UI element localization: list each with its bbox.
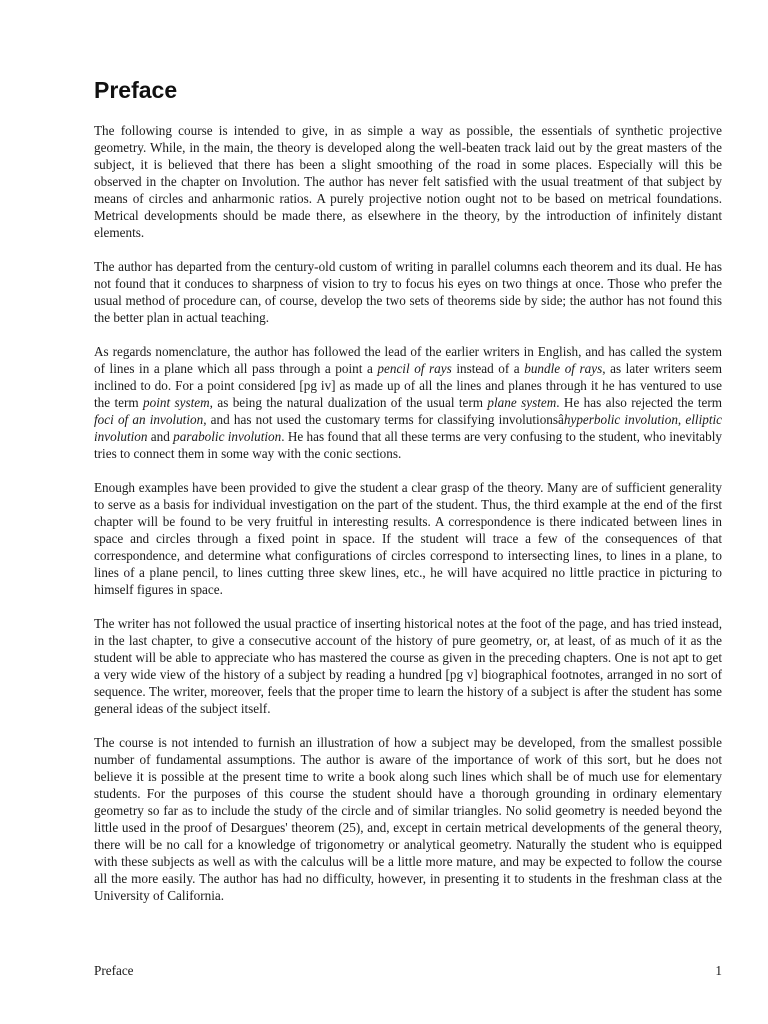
paragraph [94,343,722,462]
page-title: Preface [94,77,178,103]
page-footer [94,962,722,980]
italic-term: plane system [487,395,557,410]
text-run: , [677,412,686,427]
italic-term: bundle of rays [524,361,603,376]
footer-section-label: Preface [94,963,134,978]
text-run: . He has also rejected the term [556,395,722,410]
footer-page-number: 1 [715,963,722,978]
paragraph [94,734,722,904]
text-run: instead of a [451,361,525,376]
text-run: Enough examples have been provided to give the student a clear grasp of the theory. Many are of sufficient generality to serve as a basis for individual investigation on the part of the student. Thus, the third example at the end of the first chapter will be found to be very fruitful in interesting results. A correspondence is there indicated between lines in space and circles through a fixed point in space. If the student will trace a few of the consequences of that correspondence, and determine what configurations of circles correspond to intersecting lines, to lines in a plane, to lines of a plane pencil, to lines cutting three skew lines, etc., he will have acquired no little practice in picturing to himself figures in space. [94,480,722,597]
italic-term: foci of an involution [94,412,204,427]
italic-term: elliptic involution [94,412,723,444]
text-run: The author has departed from the century-old custom of writing in parallel columns each theorem and its dual. He has not found that it conduces to sharpness of vision to try to focus his eyes on two things at once. Those who prefer the usual method of procedure can, of course, develop the two sets of theorems side by side; the author has not found this the better plan in actual teaching. [94,259,722,325]
italic-term: hyperbolic involution [563,412,678,427]
text-run: , as being the natural dualization of the usual term [209,395,488,410]
italic-term: parabolic involution [173,429,282,444]
text-run: and [147,429,174,444]
paragraph [94,479,722,598]
text-run: The course is not intended to furnish an illustration of how a subject may be developed, from the smallest possible number of fundamental assumptions. The author is aware of the importance of work of this sort, but he does not believe it is possible at the present time to write a book along such lines which shall be of much use for elementary students. For the purposes of this course the student should have a thorough grounding in ordinary elementary geometry so far as to include the study of the circle and of similar triangles. No solid geometry is needed beyond the little used in the proof of Desargues' theorem (25), and, except in certain metrical developments of the general theory, there will be no call for a knowledge of trigonometry or analytical geometry. Naturally the student who is equipped with these subjects as well as with the calculus will be a little more mature, and may be expected to follow the course all the more easily. The author has had no difficulty, however, in presenting it to students in the freshman class at the University of California. [94,735,722,903]
body-text [94,122,722,921]
italic-term: pencil of rays [377,361,452,376]
text-run: , and has not used the customary terms for classifying involutionsâ [203,412,564,427]
italic-term: point system [143,395,210,410]
text-run: The writer has not followed the usual practice of inserting historical notes at the foot of the page, and has tried instead, in the last chapter, to give a consecutive account of the history of pure geometry, or, at least, of as much of it as the student will be able to appreciate who has mastered the course as given in the preceding chapters. One is not apt to get a very wide view of the history of a subject by reading a hundred [pg v] biographical footnotes, arranged in no sort of sequence. The writer, moreover, feels that the proper time to learn the history of a subject is after the student has some general ideas of the subject itself. [94,616,722,716]
text-run: , as later writers seem inclined to do. For a point considered [pg iv] as made up of all the lines and planes through it he has ventured to use the term [94,361,722,410]
paragraph [94,615,722,717]
text-run: . He has found that all these terms are very confusing to the student, who inevitably tries to connect them in some way with the conic sections. [94,429,723,461]
paragraph [94,258,722,326]
text-run: The following course is intended to give, in as simple a way as possible, the essentials of synthetic projective geometry. While, in the main, the theory is developed along the well-beaten track laid out by the great masters of the subject, it is believed that there has been a slight smoothing of the road in some places. Especially will this be observed in the chapter on Involution. The author has never felt satisfied with the usual treatment of that subject by means of circles and anharmonic ratios. A purely projective notion ought not to be based on metrical foundations. Metrical developments should be made there, as elsewhere in the theory, by the introduction of infinitely distant elements. [94,123,722,240]
text-run: As regards nomenclature, the author has followed the lead of the earlier writers in English, and has called the system of lines in a plane which all pass through a point a [94,344,722,376]
paragraph [94,122,722,241]
